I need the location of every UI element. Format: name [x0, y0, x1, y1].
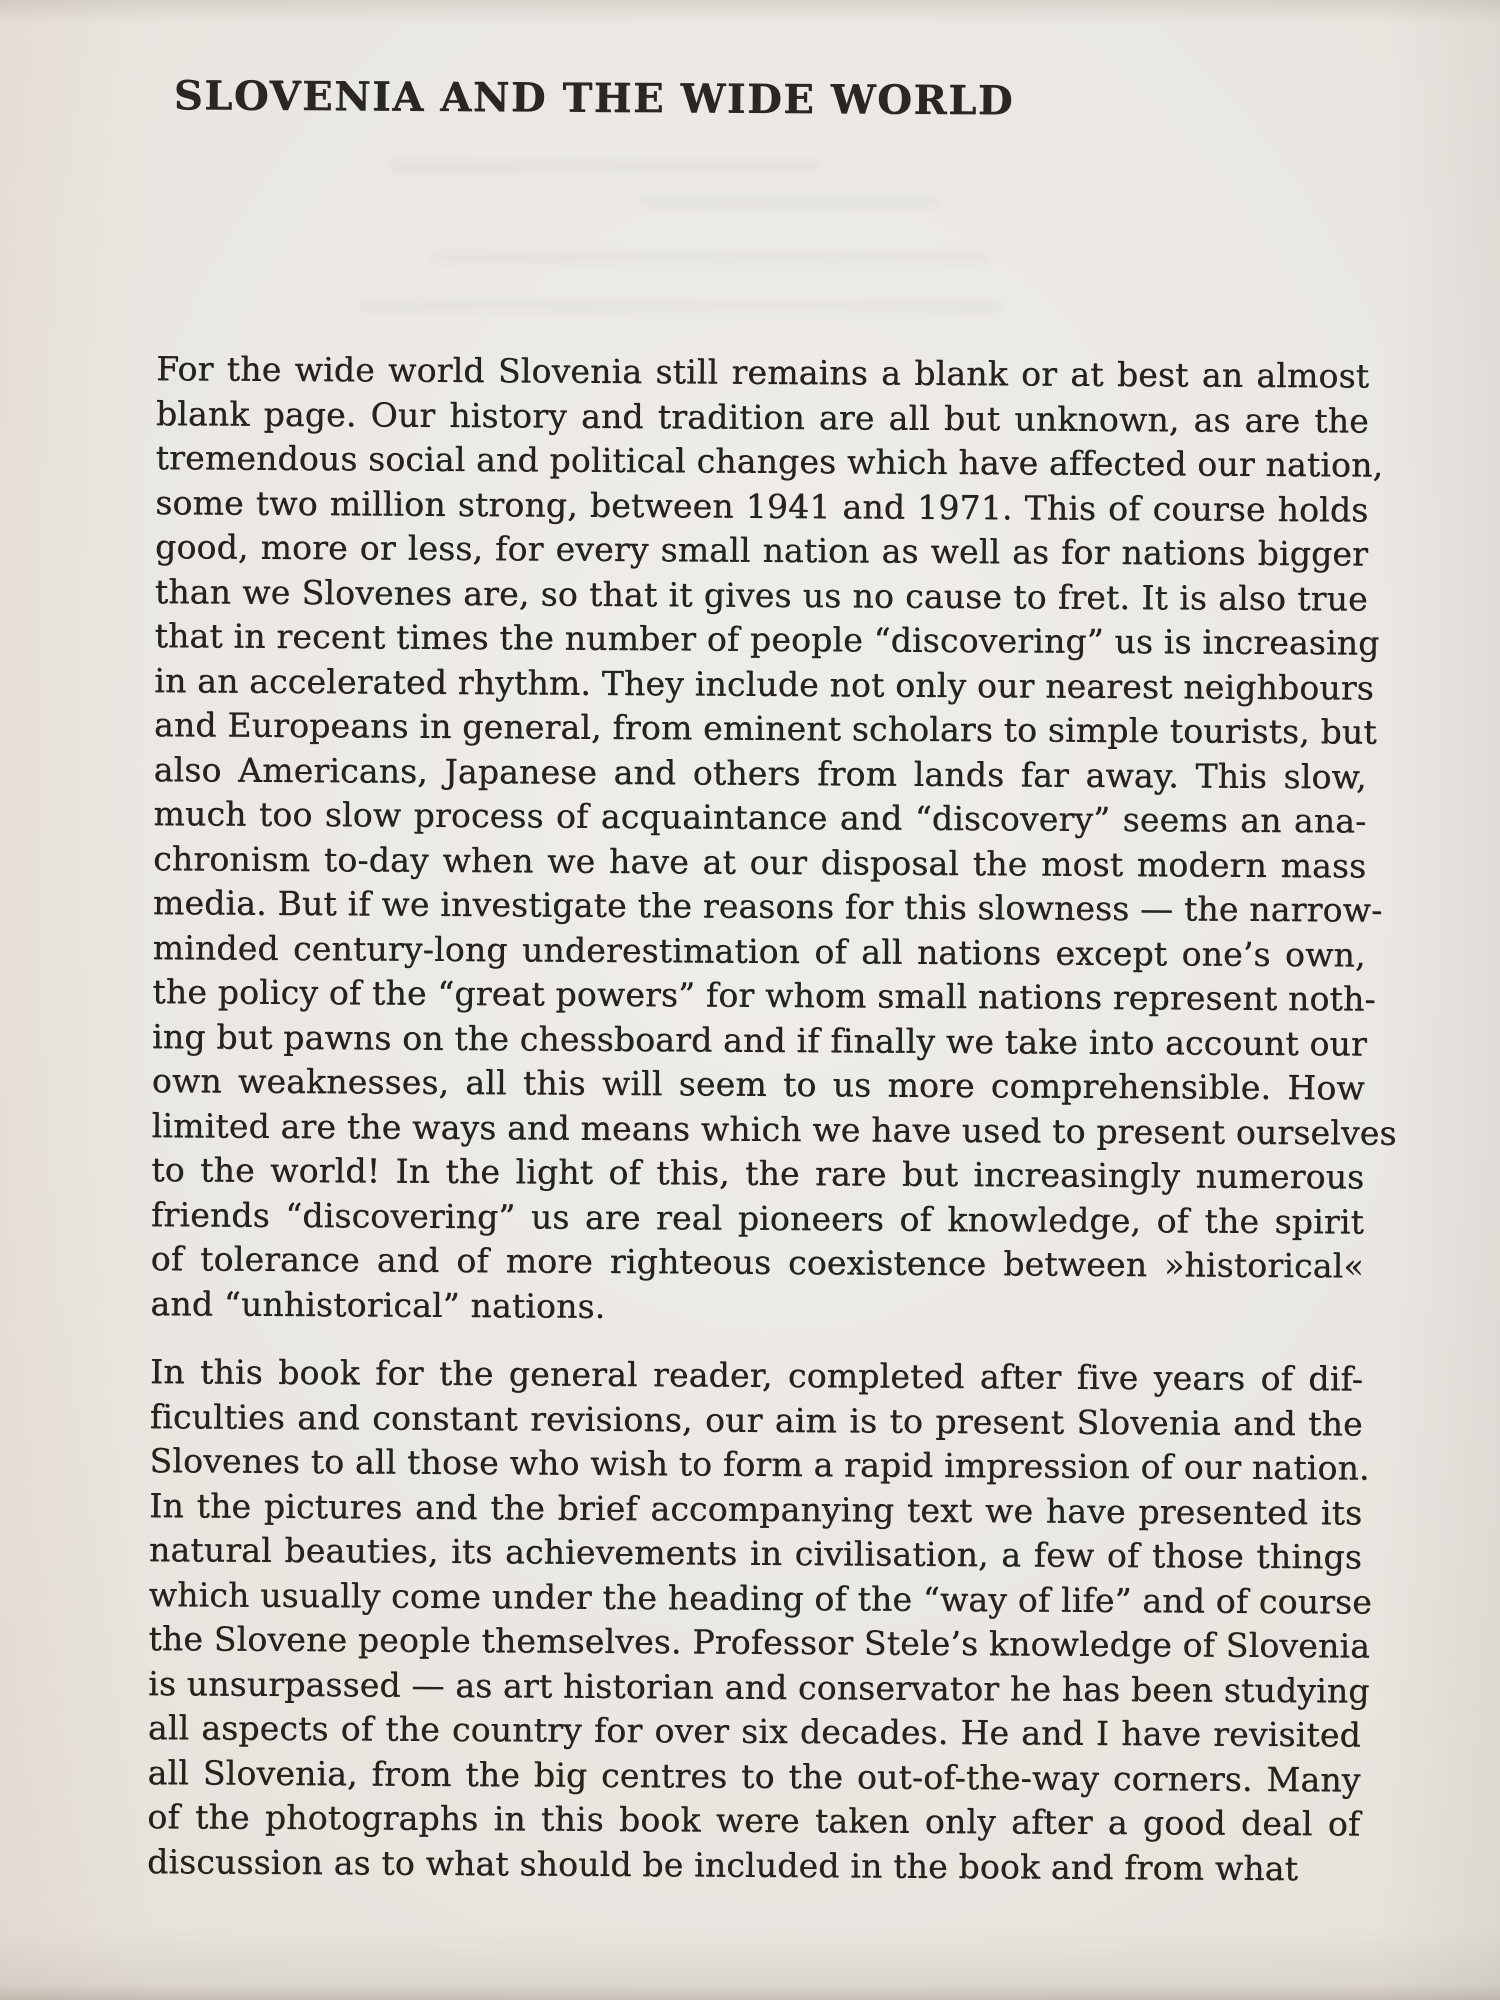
text-line: than we Slovenes are, so that it gives us no cause to fret. It is also true: [154, 571, 1368, 618]
text-line: natural beauties, its achievements in civilisation, a few of those things: [148, 1529, 1363, 1577]
text-line: blank page. Our history and tradition are all but unknown, as are the: [155, 393, 1370, 440]
paragraph: [150, 347, 1397, 1333]
text-line: the policy of the “great powers” for whom small nations represent noth-: [152, 971, 1376, 1019]
text-line: all aspects of the country for over six decades. He and I have revisited: [147, 1707, 1361, 1755]
text-line: In this book for the general reader, completed after five years of dif-: [149, 1351, 1364, 1399]
text-line: which usually come under the heading of the “way of life” and of course: [148, 1574, 1373, 1621]
text-line: and “unhistorical” nations.: [150, 1283, 606, 1326]
text-line: ing but pawns on the chessboard and if finally we take into account our: [151, 1016, 1368, 1063]
page-title: SLOVENIA AND THE WIDE WORLD: [173, 72, 1015, 125]
text-line: friends “discovering” us are real pioneers of knowledge, of the spirit: [150, 1194, 1365, 1241]
text-line: discussion as to what should be included in the book and from what: [146, 1841, 1299, 1888]
body-text: [146, 347, 1397, 1891]
text-line: media. But if we investigate the reasons for this slowness — the narrow-: [152, 882, 1383, 930]
text-line: much too slow process of acquaintance and “discovery” seems an ana-: [153, 793, 1367, 841]
text-line: minded century-long underestimation of all nations except one’s own,: [152, 927, 1366, 974]
text-line: is unsurpassed — as art historian and conservator he has been studying: [148, 1663, 1370, 1710]
text-line: Slovenes to all those who wish to form a rapid impression of our nation.: [149, 1440, 1370, 1488]
text-line: own weaknesses, all this will seem to us more comprehensible. How: [151, 1060, 1365, 1108]
text-line: the Slovene people themselves. Professor Stele’s knowledge of Slovenia: [148, 1618, 1371, 1666]
text-line: that in recent times the number of people “discovering” us is increasing: [154, 615, 1380, 663]
text-line: For the wide world Slovenia still remains a blank or at best an almost: [156, 348, 1370, 396]
text-line: of the photographs in this book were taken only after a good deal of: [147, 1796, 1361, 1844]
text-line: ficulties and constant revisions, our aim is to present Slovenia and the: [149, 1396, 1363, 1443]
text-line: also Americans, Japanese and others from lands far away. This slow,: [153, 749, 1367, 796]
text-line: in an accelerated rhythm. They include not only our nearest neighbours: [154, 660, 1375, 707]
text-line: to the world! In the light of this, the rare but increasingly numerous: [151, 1149, 1365, 1197]
text-line: and Europeans in general, from eminent scholars to simple tourists, but: [153, 704, 1377, 752]
text-line: chronism to-day when we have at our disposal the most modern mass: [153, 838, 1367, 885]
text-line: In the pictures and the brief accompanying text we have presented its: [149, 1485, 1363, 1532]
text-line: of tolerance and of more righteous coexistence between »historical«: [150, 1238, 1364, 1286]
text-line: limited are the ways and means which we have used to present ourselves: [151, 1105, 1397, 1153]
paragraph: [146, 1350, 1373, 1891]
text-line: some two million strong, between 1941 and 1971. This of course holds: [155, 482, 1369, 529]
text-line: tremendous social and political changes which have affected our nation,: [155, 437, 1384, 485]
page-content: [146, 72, 1397, 1891]
text-line: all Slovenia, from the big centres to the out-of-the-way corners. Many: [147, 1752, 1361, 1799]
text-line: good, more or less, for every small nation as well as for nations bigger: [154, 526, 1369, 574]
